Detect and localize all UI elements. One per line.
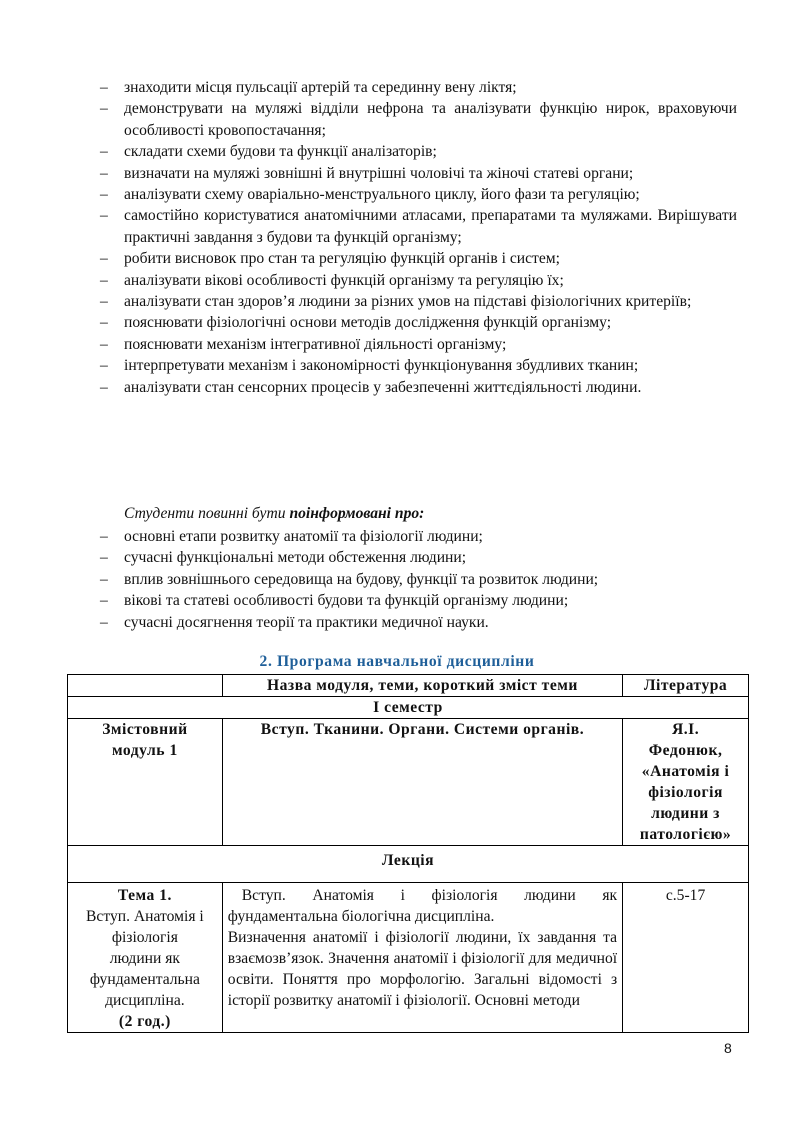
list-item: – визначати на муляжі зовнішні й внутрішні чоловічі та жіночі статеві органи; <box>100 163 737 184</box>
section-title: 2. Програма навчальної дисципліни <box>259 653 535 670</box>
list-item: – сучасні досягнення теорії та практики медичної науки. <box>100 612 737 633</box>
list-item: – інтерпретувати механізм і закономірності функціонування збудливих тканин; <box>100 355 737 376</box>
list-item: – сучасні функціональні методи обстеження людини; <box>100 547 737 568</box>
informed-heading <box>124 503 424 524</box>
list-item: – вплив зовнішнього середовища на будову, функції та розвиток людини; <box>100 569 737 590</box>
header-col1 <box>68 675 223 697</box>
header-col2: Назва модуля, теми, короткий зміст теми <box>222 675 622 697</box>
module-row <box>68 719 749 846</box>
skills-list <box>100 77 737 398</box>
literature-line: Федонюк, <box>648 742 723 759</box>
topic-description-line: людини як <box>109 950 181 967</box>
list-item: – пояснювати механізм інтегративної діяльності організму; <box>100 334 737 355</box>
topic-name: Тема 1. <box>117 887 172 904</box>
informed-heading-prefix: Студенти повинні бути <box>124 505 290 522</box>
literature-line: «Анатомія і <box>641 763 730 780</box>
literature-line: Я.І. <box>671 721 700 738</box>
list-item: – вікові та статеві особливості будови та функцій організму людини; <box>100 590 737 611</box>
topic-description-line: Вступ. Анатомія і <box>86 908 204 925</box>
informed-heading-emphasis: поінформовані про: <box>289 505 425 522</box>
literature-line: людини з <box>651 805 720 822</box>
program-table <box>67 674 749 1033</box>
topic-pages: с.5-17 <box>623 883 749 1033</box>
lecture-row <box>68 846 749 883</box>
list-item: – аналізувати стан здоров’я людини за різних умов на підставі фізіологічних критеріїв; <box>100 291 737 312</box>
list-item: – аналізувати вікові особливості функцій організму та регуляцію їх; <box>100 270 737 291</box>
module-title: Вступ. Тканини. Органи. Системи органів. <box>222 719 622 846</box>
module-literature <box>623 719 749 846</box>
topic-row <box>68 883 749 1033</box>
table-header-row <box>68 675 749 697</box>
list-item: – самостійно користуватися анатомічними атласами, препаратами та муляжами. Вирішувати практичні завдання з будови та функцій організму; <box>100 205 737 248</box>
header-col3: Література <box>623 675 749 697</box>
list-item: – пояснювати фізіологічні основи методів дослідження функцій організму; <box>100 312 737 333</box>
lecture-label: Лекція <box>68 846 749 883</box>
module-label <box>68 719 223 846</box>
module-label-line: модуль 1 <box>112 742 178 759</box>
literature-line: фізіологія <box>648 784 723 801</box>
list-item: – аналізувати схему оваріально-менструального циклу, його фази та регуляцію; <box>100 184 737 205</box>
list-item: – знаходити місця пульсації артерій та серединну вену ліктя; <box>100 77 737 98</box>
semester-row <box>68 697 749 719</box>
list-item: – демонструвати на муляжі відділи нефрона та аналізувати функцію нирок, враховуючи особливості кровопостачання; <box>100 98 737 141</box>
semester-label: I семестр <box>68 697 749 719</box>
topic-content-paragraph: Визначення анатомії і фізіології людини, їх завдання та взаємозв’язок. Значення анатомії і фізіології для медичної освіти. Поняття про морфологію. Загальні відомості з історії розвитку анатомії і фізіології. Основні методи <box>227 929 618 1009</box>
page-number: 8 <box>724 1040 732 1056</box>
topic-description-line: фундаментальна <box>89 971 200 988</box>
topic-hours: (2 год.) <box>118 1013 171 1030</box>
topic-content <box>222 883 622 1033</box>
topic-content-paragraph: Вступ. Анатомія і фізіологія людини як фундаментальна біологічна дисципліна. <box>227 887 618 925</box>
topic-description-line: фізіологія <box>111 929 178 946</box>
list-item: – основні етапи розвитку анатомії та фізіології людини; <box>100 526 737 547</box>
topic-cell <box>68 883 223 1033</box>
list-item: – складати схеми будови та функції аналізаторів; <box>100 141 737 162</box>
topic-description-line: дисципліна. <box>105 992 185 1009</box>
informed-list <box>100 526 737 633</box>
literature-line: патологією» <box>639 826 732 843</box>
list-item: – аналізувати стан сенсорних процесів у забезпеченні життєдіяльності людини. <box>100 377 737 398</box>
list-item: – робити висновок про стан та регуляцію функцій органів і систем; <box>100 248 737 269</box>
module-label-line: Змістовний <box>102 721 188 738</box>
